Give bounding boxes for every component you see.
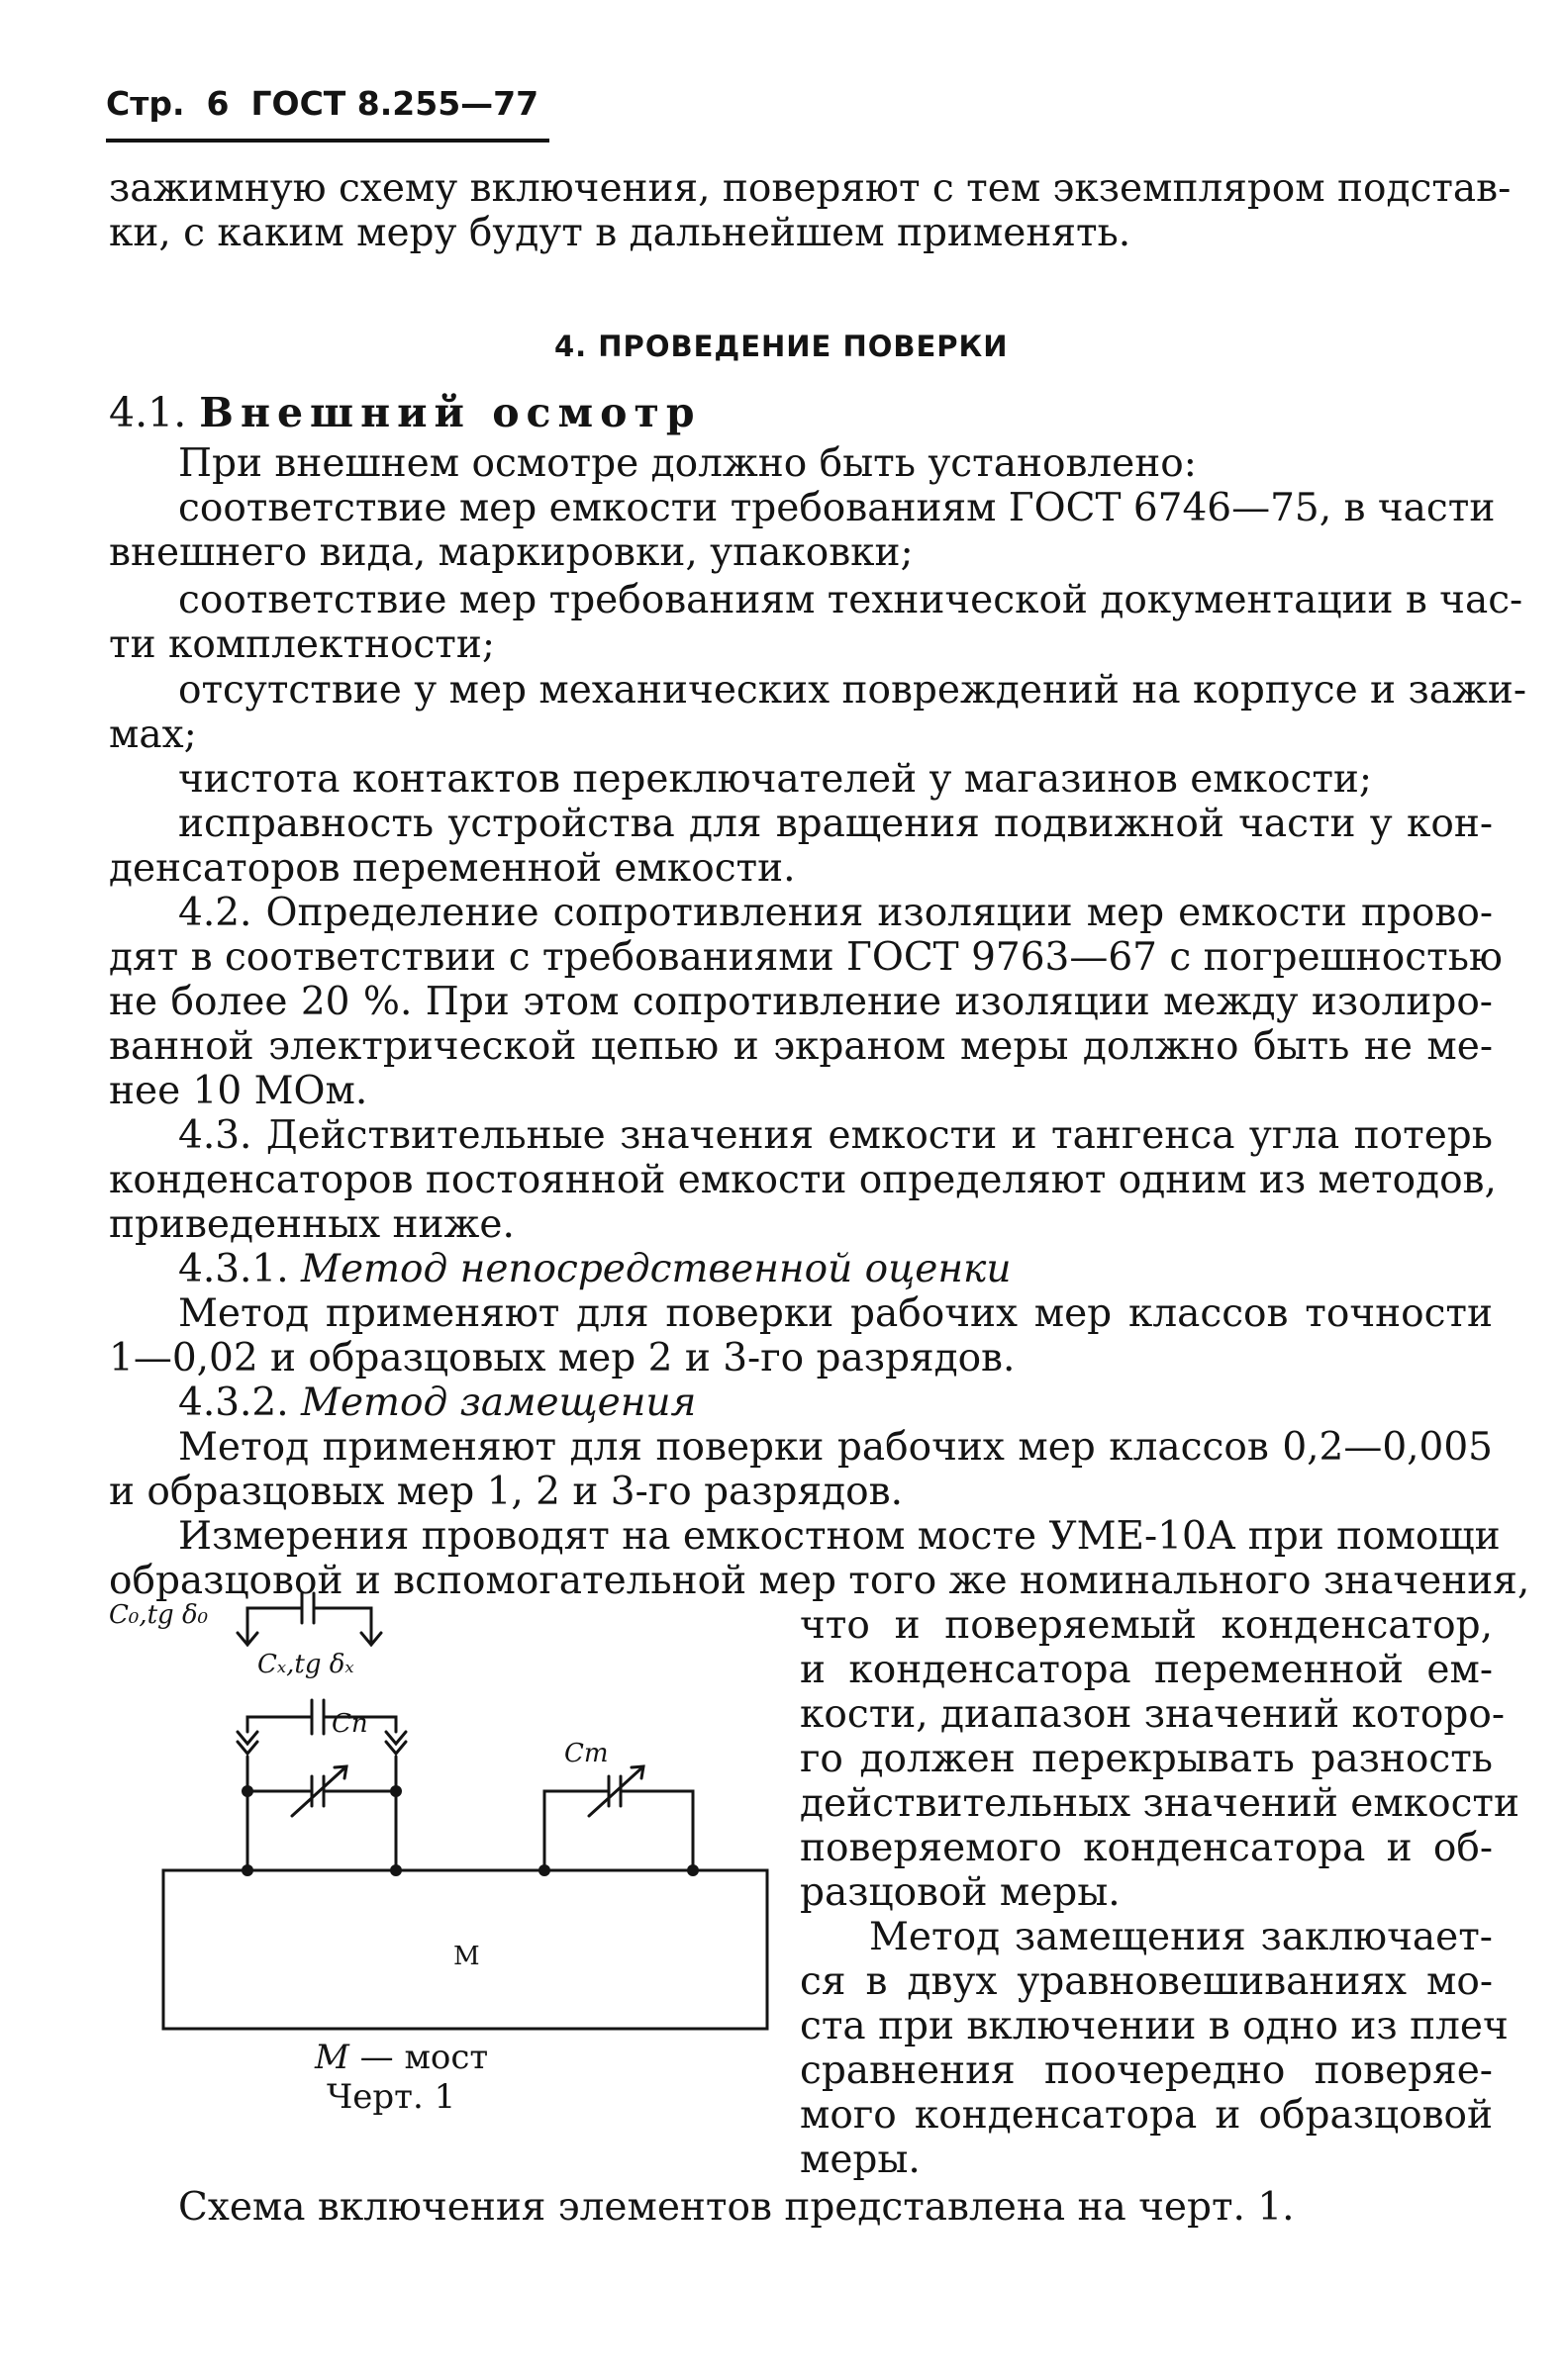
standard-id: ГОСТ 8.255—77 — [250, 84, 539, 123]
text-line: 4.2. Определение сопротивления изоляции мер емкости прово- — [178, 891, 1493, 935]
subsection-title: Метод непосредственной оценки — [301, 1247, 1012, 1291]
header-rule — [106, 139, 549, 143]
cx-wiring — [247, 1608, 371, 1643]
text-line: Метод применяют для поверки рабочих мер классов точности — [178, 1291, 1493, 1336]
variable-cap-wiring — [247, 1757, 396, 1870]
text-line: мого конденсатора и образцовой — [800, 2093, 1493, 2138]
text-line: конденсаторов постоянной емкости определяют одним из методов, — [109, 1158, 1497, 1202]
text-line: приведенных ниже. — [109, 1202, 515, 1247]
figure-caption: Черт. 1 — [327, 2077, 456, 2117]
text-line: поверяемого конденсатора и об- — [800, 1826, 1493, 1870]
cm-wiring — [544, 1791, 693, 1870]
bridge-label: M — [453, 1942, 480, 1971]
subsection-number: 4.3.1. — [178, 1247, 289, 1291]
terminal-arrows — [238, 1732, 257, 1754]
text-line: меры. — [800, 2138, 921, 2182]
text-line: и конденсатора переменной ем- — [800, 1648, 1493, 1692]
subsection-4-1 — [109, 391, 702, 435]
section-title: 4. ПРОВЕДЕНИЕ ПОВЕРКИ — [554, 330, 1009, 363]
text-line: При внешнем осмотре должно быть установлено: — [178, 441, 1197, 486]
text-line: Измерения проводят на емкостном мосте УМЕ-10А при помощи — [178, 1514, 1501, 1559]
subsection-number: 4.3.2. — [178, 1380, 289, 1425]
subsection-title: Метод замещения — [301, 1380, 697, 1425]
text-line: нее 10 МОм. — [109, 1069, 368, 1113]
text-line: образцовой и вспомогательной мер того же номинального значения, — [109, 1559, 1530, 1603]
terminal-arrows — [238, 1633, 381, 1645]
text-line: и образцовых мер 1, 2 и 3-го разрядов. — [109, 1470, 903, 1514]
text-line: исправность устройства для вращения подвижной части у кон- — [178, 802, 1493, 846]
text-line: 1—0,02 и образцовых мер 2 и 3-го разрядов. — [109, 1336, 1016, 1380]
label-c0: C₀,tg δ₀ — [109, 1600, 209, 1630]
text-line: что и поверяемый конденсатор, — [800, 1603, 1493, 1648]
text-line: кости, диапазон значений которо- — [800, 1692, 1505, 1737]
text-line: зажимную схему включения, поверяют с тем экземпляром подстав- — [109, 166, 1512, 211]
text-line: соответствие мер емкости требованиям ГОСТ 6746—75, в части — [178, 486, 1496, 530]
text-line: внешнего вида, маркировки, упаковки; — [109, 530, 914, 575]
subsection-number: 4.1. — [109, 389, 187, 436]
text-line: не более 20 %. При этом сопротивление изоляции между изолиро- — [109, 980, 1493, 1024]
page-label: Стр. — [106, 84, 185, 123]
terminal-arrows — [386, 1732, 406, 1754]
subsection-4-3-1 — [178, 1247, 1011, 1291]
text-line: соответствие мер требованиям технической документации в час- — [178, 578, 1523, 622]
subsection-4-3-2 — [178, 1380, 696, 1425]
subsection-title: Внешний осмотр — [199, 389, 702, 436]
label-cm: Cm — [564, 1739, 609, 1768]
text-line: действительных значений емкости — [800, 1781, 1519, 1826]
text-line: дят в соответствии с требованиями ГОСТ 9763—67 с погрешностью — [109, 935, 1503, 980]
text-line: денсаторов переменной емкости. — [109, 846, 796, 891]
text-line: чистота контактов переключателей у магазинов емкости; — [178, 757, 1373, 802]
text-line: разцовой меры. — [800, 1870, 1121, 1915]
text-line: го должен перекрывать разность — [800, 1737, 1493, 1781]
text-line: 4.3. Действительные значения емкости и тангенса угла потерь — [178, 1113, 1493, 1158]
text-line: Схема включения элементов представлена на черт. 1. — [178, 2185, 1295, 2230]
text-line: Метод замещения заключает- — [869, 1915, 1493, 1959]
figure-legend: М — мост — [315, 2038, 489, 2077]
text-line: ти комплектности; — [109, 622, 495, 667]
text-line: ки, с каким меру будут в дальнейшем применять. — [109, 211, 1131, 255]
label-cn: Cп — [332, 1709, 368, 1739]
text-line: сравнения поочередно поверяе- — [800, 2048, 1493, 2093]
text-line: ванной электрической цепью и экраном меры должно быть не ме- — [109, 1024, 1493, 1069]
text-line: мах; — [109, 713, 197, 757]
label-cx: Cₓ,tg δₓ — [257, 1650, 354, 1679]
text-line: Метод применяют для поверки рабочих мер классов 0,2—0,005 — [178, 1425, 1493, 1470]
page-header — [106, 73, 551, 135]
text-line: отсутствие у мер механических повреждений на корпусе и зажи- — [178, 668, 1527, 713]
cn-wiring — [247, 1717, 396, 1732]
text-line: ся в двух уравновешиваниях мо- — [800, 1959, 1493, 2004]
text-line: ста при включении в одно из плеч — [800, 2004, 1509, 2048]
page-number: 6 — [206, 84, 230, 123]
